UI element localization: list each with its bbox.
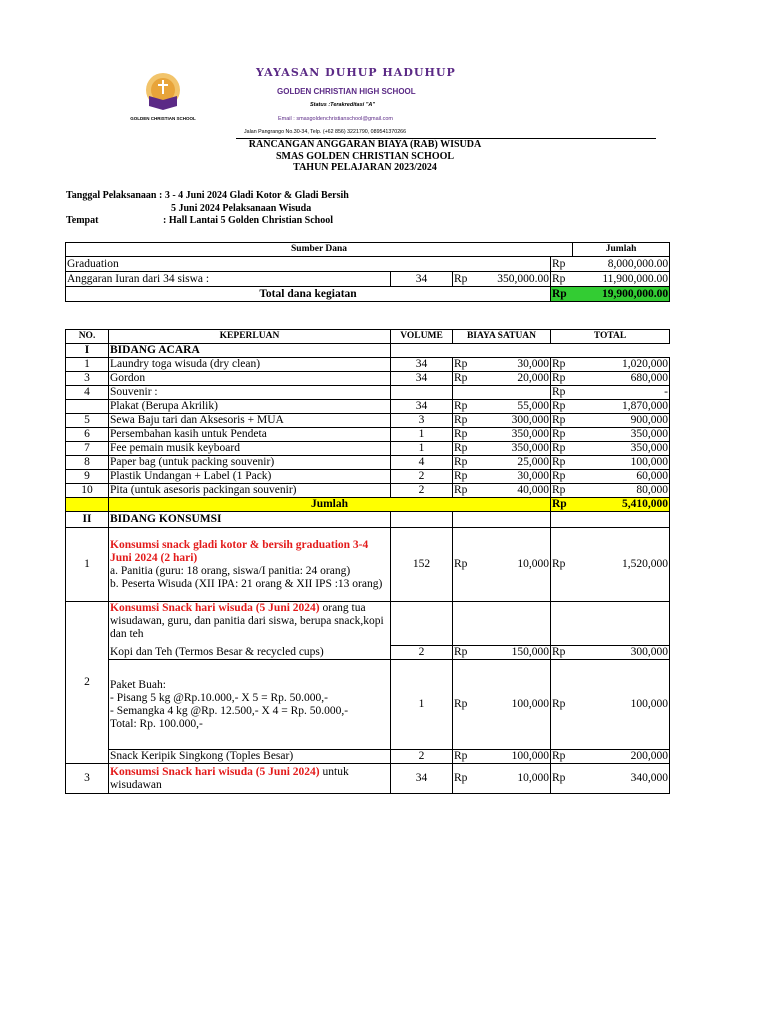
table-row xyxy=(66,602,670,646)
row-cur2: Rp xyxy=(551,442,573,456)
foundation-name: YAYASAN DUHUP HADUHUP xyxy=(256,66,456,79)
event-info xyxy=(66,190,349,228)
funding-total-row xyxy=(66,287,670,302)
funding-table xyxy=(65,242,670,302)
row-currency: Rp xyxy=(453,646,485,660)
table-row xyxy=(66,372,670,386)
row-unit: 10,000 xyxy=(485,528,551,602)
row-volume: 152 xyxy=(391,528,453,602)
row-desc: Pita (untuk asesoris packingan souvenir) xyxy=(109,484,391,498)
row-currency: Rp xyxy=(453,750,485,764)
row-cur: Rp xyxy=(453,414,485,428)
budget-table xyxy=(65,329,670,794)
row-no: 5 xyxy=(66,414,109,428)
row-total: 100,000 xyxy=(573,456,670,470)
logo-caption: GOLDEN CHRISTIAN SCHOOL xyxy=(130,116,196,121)
row-total: 680,000 xyxy=(573,372,670,386)
table-row xyxy=(66,414,670,428)
table-row xyxy=(66,646,670,660)
row-desc: Laundry toga wisuda (dry clean) xyxy=(109,358,391,372)
row-total: 300,000 xyxy=(573,646,670,660)
funding-label: Anggaran Iuran dari 34 siswa : xyxy=(66,272,391,287)
col-total: TOTAL xyxy=(551,330,670,344)
item-title-rest: untuk wisudawan xyxy=(110,765,349,791)
col-source: Sumber Dana xyxy=(66,243,573,257)
funding-amount: 11,900,000.00 xyxy=(573,272,670,287)
school-address: Jalan Pangrango No.30-34, Telp. (+62 856) 3221790, 089541370266 xyxy=(244,129,407,135)
row-unit: 10,000 xyxy=(485,764,551,794)
col-unit-cost: BIAYA SATUAN xyxy=(453,330,551,344)
table-row xyxy=(66,764,670,794)
event-place-line xyxy=(66,215,349,228)
document-titles xyxy=(180,139,550,174)
funding-total-label: Total dana kegiatan xyxy=(66,287,551,302)
doc-subtitle: SMAS GOLDEN CHRISTIAN SCHOOL xyxy=(275,150,455,162)
row-currency: Rp xyxy=(453,764,485,794)
funding-currency xyxy=(453,257,485,272)
funding-currency: Rp xyxy=(551,272,573,287)
table-row xyxy=(66,470,670,484)
desc-line: - Pisang 5 kg @Rp.10.000,- X 5 = Rp. 50.000,- xyxy=(110,691,329,704)
table-row xyxy=(66,358,670,372)
row-vol: 2 xyxy=(391,484,453,498)
school-email: Email : smasgoldenchristianschool@gmail.com xyxy=(278,116,394,122)
row-cur2: Rp xyxy=(551,372,573,386)
row-desc: Kopi dan Teh (Termos Besar & recycled cups) xyxy=(109,646,391,660)
row-total: 900,000 xyxy=(573,414,670,428)
row-cur2: Rp xyxy=(551,358,573,372)
row-desc: Paper bag (untuk packing souvenir) xyxy=(109,456,391,470)
row-cur: Rp xyxy=(453,372,485,386)
col-no: NO. xyxy=(66,330,109,344)
row-no: 8 xyxy=(66,456,109,470)
row-unit: 30,000 xyxy=(485,470,551,484)
row-unit: 100,000 xyxy=(485,750,551,764)
row-total: 200,000 xyxy=(573,750,670,764)
row-no: 3 xyxy=(66,764,109,794)
col-amount: Jumlah xyxy=(573,243,670,257)
row-vol: 34 xyxy=(391,372,453,386)
table-row xyxy=(66,386,670,400)
row-volume: 34 xyxy=(391,764,453,794)
school-logo xyxy=(122,66,204,136)
row-currency: Rp xyxy=(551,660,573,750)
row-desc xyxy=(109,660,391,750)
row-no: 9 xyxy=(66,470,109,484)
row-cur: Rp xyxy=(453,428,485,442)
row-cur: Rp xyxy=(453,400,485,414)
funding-total-amount: 19,900,000.00 xyxy=(573,287,670,302)
funding-unit xyxy=(485,257,551,272)
table-row xyxy=(66,456,670,470)
row-unit xyxy=(485,386,551,400)
row-no: 6 xyxy=(66,428,109,442)
row-unit: 300,000 xyxy=(485,414,551,428)
row-vol: 34 xyxy=(391,400,453,414)
row-no: 3 xyxy=(66,372,109,386)
row-currency: Rp xyxy=(551,646,573,660)
row-vol: 3 xyxy=(391,414,453,428)
place-value: : Hall Lantai 5 Golden Christian School xyxy=(163,215,334,226)
row-unit: 25,000 xyxy=(485,456,551,470)
funding-currency: Rp xyxy=(453,272,485,287)
subtotal-currency: Rp xyxy=(551,498,573,512)
funding-row xyxy=(66,272,670,287)
desc-line: Total: Rp. 100.000,- xyxy=(110,717,203,730)
row-desc xyxy=(109,528,391,602)
row-cur2: Rp xyxy=(551,386,573,400)
row-desc xyxy=(109,764,391,794)
place-label: Tempat xyxy=(66,215,99,226)
row-desc: Gordon xyxy=(109,372,391,386)
item-title: Konsumsi snack gladi kotor & bersih graduation 3-4 Juni 2024 (2 hari) xyxy=(110,538,369,564)
row-no xyxy=(66,400,109,414)
section1-rows xyxy=(66,358,670,498)
row-cur2: Rp xyxy=(551,456,573,470)
row-unit: 350,000 xyxy=(485,442,551,456)
row-unit: 350,000 xyxy=(485,428,551,442)
desc-line: Paket Buah: xyxy=(110,678,166,691)
row-total: 1,520,000 xyxy=(573,528,670,602)
row-desc: Fee pemain musik keyboard xyxy=(109,442,391,456)
row-no: 10 xyxy=(66,484,109,498)
row-cur: Rp xyxy=(453,358,485,372)
row-no: 1 xyxy=(66,528,109,602)
funding-qty: 34 xyxy=(391,272,453,287)
table-row xyxy=(66,400,670,414)
row-unit: 30,000 xyxy=(485,358,551,372)
row-currency: Rp xyxy=(453,660,485,750)
row-currency: Rp xyxy=(551,528,573,602)
item-title: Konsumsi Snack hari wisuda (5 Juni 2024) xyxy=(110,602,320,614)
row-vol: 4 xyxy=(391,456,453,470)
row-cur2: Rp xyxy=(551,470,573,484)
row-cur2: Rp xyxy=(551,428,573,442)
row-unit: 150,000 xyxy=(485,646,551,660)
section-title: BIDANG ACARA xyxy=(109,344,391,358)
table-row xyxy=(66,528,670,602)
row-vol: 1 xyxy=(391,442,453,456)
row-cur2: Rp xyxy=(551,414,573,428)
table-row xyxy=(66,428,670,442)
funding-amount: 8,000,000.00 xyxy=(573,257,670,272)
row-desc xyxy=(109,602,391,646)
row-vol: 34 xyxy=(391,358,453,372)
row-total: 350,000 xyxy=(573,442,670,456)
funding-unit: 350,000.00 xyxy=(485,272,551,287)
funding-qty xyxy=(391,257,453,272)
section-row xyxy=(66,344,670,358)
item-title-rest: orang tua wisudawan, guru, dan panitia dari siswa, berupa snack,kopi dan teh xyxy=(110,602,384,640)
school-name: GOLDEN CHRISTIAN HIGH SCHOOL xyxy=(277,87,416,96)
row-desc: Snack Keripik Singkong (Toples Besar) xyxy=(109,750,391,764)
row-no: 4 xyxy=(66,386,109,400)
table-row xyxy=(66,660,670,750)
funding-currency: Rp xyxy=(551,257,573,272)
event-date-line: Tanggal Pelaksanaan : 3 - 4 Juni 2024 Gladi Kotor & Gladi Bersih xyxy=(66,190,349,201)
item-line: b. Peserta Wisuda (XII IPA: 21 orang & XII IPS :13 orang) xyxy=(110,577,383,590)
subtotal-amount: 5,410,000 xyxy=(573,498,670,512)
accreditation-status: Status :Terakreditasi "A" xyxy=(310,102,375,108)
row-total: 60,000 xyxy=(573,470,670,484)
row-cur: Rp xyxy=(453,456,485,470)
row-no: 2 xyxy=(66,602,109,764)
row-cur: Rp xyxy=(453,442,485,456)
item-line: a. Panitia (guru: 18 orang, siswa/I panitia: 24 orang) xyxy=(110,564,351,577)
row-currency: Rp xyxy=(453,528,485,602)
row-cur: Rp xyxy=(453,484,485,498)
row-currency: Rp xyxy=(551,764,573,794)
col-need: KEPERLUAN xyxy=(109,330,391,344)
row-volume: 2 xyxy=(391,750,453,764)
row-volume: 2 xyxy=(391,646,453,660)
doc-title: RANCANGAN ANGGARAN BIAYA (RAB) WISUDA xyxy=(248,139,482,150)
row-total: 1,020,000 xyxy=(573,358,670,372)
row-vol: 1 xyxy=(391,428,453,442)
col-volume: VOLUME xyxy=(391,330,453,344)
doc-year: TAHUN PELAJARAN 2023/2024 xyxy=(293,162,437,173)
row-unit: 100,000 xyxy=(485,660,551,750)
item-title: Konsumsi Snack hari wisuda (5 Juni 2024) xyxy=(110,765,320,778)
subtotal-label: Jumlah xyxy=(109,498,551,512)
funding-label: Graduation xyxy=(66,257,391,272)
row-volume: 1 xyxy=(391,660,453,750)
funding-row xyxy=(66,257,670,272)
row-total: 350,000 xyxy=(573,428,670,442)
row-currency: Rp xyxy=(551,750,573,764)
row-desc: Sewa Baju tari dan Aksesoris + MUA xyxy=(109,414,391,428)
row-desc: Souvenir : xyxy=(109,386,391,400)
budget-header-row xyxy=(66,330,670,344)
funding-header-row xyxy=(66,243,670,257)
row-cur2: Rp xyxy=(551,484,573,498)
desc-line: - Semangka 4 kg @Rp. 12.500,- X 4 = Rp. 50.000,- xyxy=(110,704,349,717)
row-unit: 20,000 xyxy=(485,372,551,386)
row-desc: Persembahan kasih untuk Pendeta xyxy=(109,428,391,442)
row-desc: Plakat (Berupa Akrilik) xyxy=(109,400,391,414)
row-cur: Rp xyxy=(453,470,485,484)
row-unit: 55,000 xyxy=(485,400,551,414)
row-vol: 2 xyxy=(391,470,453,484)
row-vol xyxy=(391,386,453,400)
section-row xyxy=(66,512,670,528)
table-row xyxy=(66,442,670,456)
section-no: II xyxy=(66,512,109,528)
section-title: BIDANG KONSUMSI xyxy=(109,512,391,528)
row-cur2: Rp xyxy=(551,400,573,414)
table-row xyxy=(66,484,670,498)
row-total: - xyxy=(573,386,670,400)
row-unit: 40,000 xyxy=(485,484,551,498)
table-row xyxy=(66,750,670,764)
row-total: 1,870,000 xyxy=(573,400,670,414)
row-total: 340,000 xyxy=(573,764,670,794)
row-total: 80,000 xyxy=(573,484,670,498)
row-desc: Plastik Undangan + Label (1 Pack) xyxy=(109,470,391,484)
section-no: I xyxy=(66,344,109,358)
row-no: 7 xyxy=(66,442,109,456)
row-total: 100,000 xyxy=(573,660,670,750)
event-date-line2: 5 Juni 2024 Pelaksanaan Wisuda xyxy=(171,202,312,214)
funding-total-currency: Rp xyxy=(551,287,573,302)
row-cur xyxy=(453,386,485,400)
subtotal-row xyxy=(66,498,670,512)
row-no: 1 xyxy=(66,358,109,372)
